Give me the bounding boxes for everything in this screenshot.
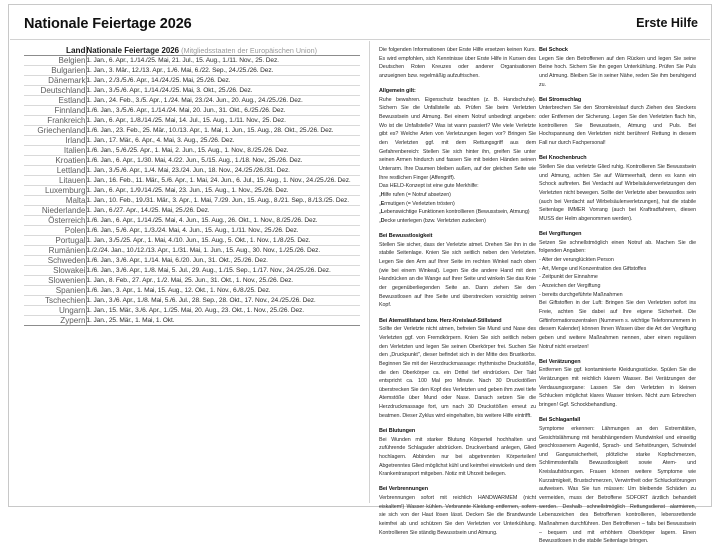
column-header-country: Land bbox=[24, 46, 86, 56]
cell-dates: 1. Jan., 17. Mär., 6. Apr., 4. Mai, 3. Aug., 25./26. Dez. bbox=[86, 136, 360, 146]
table-row bbox=[24, 276, 360, 286]
cell-country: Tschechien bbox=[24, 296, 86, 306]
table-row bbox=[24, 166, 360, 176]
section-text-after-list: Bei Giftstoffen in der Luft: Bringen Sie den Verletzten sofort ins Freie, achten Sie dabei auf Ihre eigene Sicherheit. Die Giftinformationszentralen (Nummern s. wichtige Telefonnummern in diesem Kalender) können Ihnen Wissen über die Art der Vergiftung geben und weitere Maßnahmen nennen, aber einen regulären Notruf nicht ersetzen! bbox=[539, 300, 696, 350]
section-text: Stellen Sie das verletzte Glied ruhig. Kontrollieren Sie Bewusstsein und Atmung, achten Sie auf Wärmeerhalt, denn es kann ein Schock auftreten. Bei Verdacht auf Wirbelsäulenverletzungen den Verletzten nicht bewegen. Sollte der Verletzte aber bewusstlos sein (auch bei Verdacht auf Wirbelsäulenverletzungen), hat die stabile Seitenlage IMMER Vorrang (auch bei Kraftradfahrern, diesen MUSS der Helm abgenommen werden). bbox=[539, 163, 696, 222]
table-row bbox=[24, 176, 360, 186]
section-heading-general: Allgemein gilt: bbox=[379, 88, 416, 95]
table-row bbox=[24, 226, 360, 236]
table-row bbox=[24, 256, 360, 266]
cell-dates: 1. Jan., 3./5./6. Apr., 1./14./24./25. Mai, 3. Okt., 25./26. Dez. bbox=[86, 86, 360, 96]
cell-dates: 1. Jan., 24. Feb., 3./5. Apr., 1./24. Mai, 23./24. Jun., 20. Aug., 24./25./26. Dez. bbox=[86, 96, 360, 106]
section-heading: Bei Verbrennungen bbox=[379, 486, 429, 493]
table-row bbox=[24, 186, 360, 196]
column-divider bbox=[369, 41, 370, 503]
section-heading: Bei Schlaganfall bbox=[539, 417, 581, 424]
holidays-table bbox=[24, 46, 360, 326]
table-row bbox=[24, 146, 360, 156]
cell-dates: 1. Jan., 3./5./6. Apr., 1./4. Mai, 23./24. Jun., 18. Nov., 24./25./26./31. Dez. bbox=[86, 166, 360, 176]
cell-country: Slowakei bbox=[24, 266, 86, 276]
cell-dates: 1. Jan., 16. Feb., 11. Mär., 5./6. Apr., 1. Mai, 24. Jun., 6. Jul., 15. Aug., 1. Nov., 24./25./26. Dez. bbox=[86, 176, 360, 186]
cell-country: Spanien bbox=[24, 286, 86, 296]
first-aid-section bbox=[539, 154, 696, 223]
section-text: Legen Sie den Betroffenen auf den Rücken und legen Sie seine Beine hoch. Sichern Sie ihn gegen Unterkühlung. Prüfen Sie Puls und Atmung. Bleiben Sie in seiner Nähe, reden Sie ihm beruhigend zu. bbox=[539, 55, 696, 88]
section-heading: Bei Verätzungen bbox=[539, 358, 581, 365]
page-frame-top bbox=[8, 4, 712, 5]
section-heading: Bei Atemstillstand bzw. Herz-Kreislauf-Stillstand bbox=[379, 317, 502, 324]
page-frame-right bbox=[711, 4, 712, 507]
cell-country: Malta bbox=[24, 196, 86, 206]
table-row bbox=[24, 196, 360, 206]
first-aid-section bbox=[539, 96, 696, 148]
section-text: Symptome erkennen: Lähmungen an den Extremitäten, Gesichtslähmung mit herabhängendem Mundwinkel und einseitig geschlossenem Augenlid, Sprach- und Sehstörungen, Schwindel und Gangunsicherheit, plötzliche starke Kopfschmerzen, Schlimmstenfalls Bewusstlosigkeit sowie Atem- und Kreislaufstörungen. Frauen können weitere Symptome wie Kurzatmigkeit, Brustschmerzen, Verwirrtheit oder Schluckstörungen aufweisen. Was Sie tun müssen: Um bleibende Schäden zu vermeiden, muss der Betroffene SOFORT ärztlich behandelt werden. Deshalb schnellstmöglich Rettungsdienst alarmieren, Lebenszeichen des Betroffenen kontrollieren, lebensrettende Maßnahmen durchführen. Den Betroffenen – falls bei Bewusstsein – bequem und mit erhöhtem Oberkörper lagern. Einen Bewusstlosen in die stabile Seitenlage bringen. bbox=[539, 425, 696, 545]
first-aid-column-right bbox=[539, 46, 696, 553]
cell-dates: 1./6. Jan., 5./6./25. Apr., 1. Mai, 2. Jun., 15. Aug., 1. Nov., 8./25./26. Dez. bbox=[86, 146, 360, 156]
held-concept-intro: Das HELD-Konzept ist eine gute Merkhilfe: bbox=[379, 183, 479, 190]
page-frame-left bbox=[8, 4, 9, 507]
cell-dates: 1./6. Jan., 3./6. Apr., 1./14. Mai, 6./20. Jun., 31. Okt., 25./26. Dez. bbox=[86, 256, 360, 266]
cell-country: Luxemburg bbox=[24, 186, 86, 196]
cell-dates: 1./6. Jan., 23. Feb., 25. Mär., 10./13. Apr., 1. Mai, 1. Jun., 15. Aug., 28. Okt., 25./26. Dez. bbox=[86, 126, 360, 136]
section-label-first-aid: Erste Hilfe bbox=[636, 16, 698, 30]
cell-dates: 1./6. Jan., 6. Apr., 1./14./25. Mai, 4. Jun., 15. Aug., 26. Okt., 1. Nov., 8./25./26. Dez. bbox=[86, 216, 360, 226]
first-aid-sections-middle bbox=[379, 232, 536, 537]
held-item-text: ecke unterlegen (bzw. Verletzten zudecken) bbox=[384, 217, 486, 224]
held-letter: L bbox=[380, 209, 384, 216]
section-heading: Bei Vergiftungen bbox=[539, 231, 582, 238]
table-row bbox=[24, 206, 360, 216]
held-letter: E bbox=[380, 200, 385, 207]
section-text: Stellen Sie sicher, dass der Verletzte atmet. Drehen Sie ihn in die stabile Seitenlage. Knien Sie sich seitlich neben den Verletzten. Legen Sie den Arm auf Ihrer Seite im rechten Winkel nach oben (wie bei einem Winkeal). Legen Sie die andere Hand mit dem Handrücken an die Wange auf Ihrer Seite und winkeln Sie das Knie der gegenüberliegenden Seite an. Dann ziehen Sie den Bewusstlosen auf Ihre Seite und überstrecken vorsichtig seinen Kopf. bbox=[379, 241, 536, 309]
section-list-item: - Anzeichen der Vergiftung bbox=[539, 282, 601, 289]
cell-country: Lettland bbox=[24, 166, 86, 176]
first-aid-intro: Die folgenden Informationen über Erste Hilfe ersetzen keinen Kurs. Es wird empfohlen, sich Kenntnisse über Erste Hilfe in Kursen des Deutschen Roten Kreuzes oder anderer Organisationen anzueignen bzw. regelmäßig aufzufrischen. bbox=[379, 47, 536, 79]
column-header-dates bbox=[86, 46, 360, 56]
first-aid-sections-right bbox=[539, 46, 696, 546]
first-aid-section-general bbox=[379, 87, 536, 226]
table-row bbox=[24, 316, 360, 326]
cell-dates: 1. Jan., 8. Feb., 27. Apr., 1./2. Mai, 25. Jun., 31. Okt., 1. Nov., 25./26. Dez. bbox=[86, 276, 360, 286]
page-title: Nationale Feiertage 2026 bbox=[24, 16, 192, 32]
cell-dates: 1./2./24. Jan., 10./12./13. Apr., 1./31. Mai, 1. Jun., 15. Aug., 30. Nov., 1./25./26. Dez. bbox=[86, 246, 360, 256]
first-aid-section bbox=[379, 317, 536, 421]
cell-dates: 1. Jan., 10. Feb., 19./31. Mär., 3. Apr., 1. Mai, 7./29. Jun., 15. Aug., 8./21. Sep., 8./13./25. Dez. bbox=[86, 196, 360, 206]
cell-country: Schweden bbox=[24, 256, 86, 266]
section-list-item: - Zeitpunkt der Einnahme bbox=[539, 274, 598, 281]
section-bullet-list bbox=[539, 256, 696, 299]
section-heading: Bei Knochenbruch bbox=[539, 155, 587, 162]
table-row bbox=[24, 126, 360, 136]
table-row bbox=[24, 306, 360, 316]
cell-country: Ungarn bbox=[24, 306, 86, 316]
section-heading: Bei Bewusstlosigkeit bbox=[379, 233, 433, 240]
first-aid-section bbox=[379, 485, 536, 537]
cell-dates: 1. Jan., 3. Mär., 12./13. Apr., 1./6. Mai, 6./22. Sep., 24./25./26. Dez. bbox=[86, 66, 360, 76]
table-row bbox=[24, 136, 360, 146]
cell-country: Niederlande bbox=[24, 206, 86, 216]
held-list-item: „Ermutigen (= Verletzten trösten) bbox=[379, 200, 455, 207]
cell-dates: 1. Jan., 2./3./5./6. Apr., 14./24./25. Mai, 25./26. Dez. bbox=[86, 76, 360, 86]
cell-dates: 1. Jan., 3./6. Apr., 1./8. Mai, 5./6. Jul., 28. Sep., 28. Okt., 17. Nov., 24./25./26. Dez. bbox=[86, 296, 360, 306]
cell-dates: 1. Jan., 6. Apr., 1./14./25. Mai, 21. Jul., 15. Aug., 1./11. Nov., 25. Dez. bbox=[86, 56, 360, 66]
section-heading: Bei Blutungen bbox=[379, 427, 416, 434]
section-list-item: - Alter der verunglückten Person bbox=[539, 257, 614, 263]
cell-dates: 1. Jan., 15. Mär., 3./6. Apr., 1./25. Mai, 20. Aug., 23. Okt., 1. Nov., 25./26. Dez. bbox=[86, 306, 360, 316]
cell-country: Belgien bbox=[24, 56, 86, 66]
table-row bbox=[24, 296, 360, 306]
cell-dates: 1./6. Jan., 3./5./6. Apr., 1./14./24. Mai, 20. Jun., 31. Okt., 6./25./26. Dez. bbox=[86, 106, 360, 116]
section-list-item: - bereits durchgeführte Maßnahmen bbox=[539, 291, 623, 298]
table-row bbox=[24, 96, 360, 106]
held-list-item: „Decke unterlegen (bzw. Verletzten zudecken) bbox=[379, 217, 486, 224]
section-heading: Bei Schock bbox=[539, 47, 568, 53]
cell-country: Dänemark bbox=[24, 76, 86, 86]
held-item-text: ilfe rufen (= Notruf absetzen) bbox=[384, 192, 451, 199]
section-text: Entfernen Sie ggf. kontaminierte Kleidungsstücke. Spülen Sie die Verätzungen mit reichlich klarem Wasser. Bei Verätzungen der Verdauungsorgane: Lassen Sie den Verletzten in kleinen Schlucken möglichst klares Wasser trinken. Nicht zum Erbrechen bringen! Ggf. Schockbehandlung. bbox=[539, 367, 696, 409]
holidays-table-head bbox=[24, 46, 360, 56]
first-aid-section bbox=[379, 232, 536, 310]
cell-country: Kroatien bbox=[24, 156, 86, 166]
header-divider bbox=[10, 39, 710, 40]
holidays-table-body bbox=[24, 56, 360, 326]
first-aid-section bbox=[539, 358, 696, 410]
cell-dates: 1./6. Jan., 6. Apr., 1./30. Mai, 4./22. Jun., 5./15. Aug., 1./18. Nov., 25./26. Dez. bbox=[86, 156, 360, 166]
section-heading: Bei Stromschlag bbox=[539, 96, 582, 103]
held-letter: D bbox=[380, 217, 385, 224]
table-row bbox=[24, 106, 360, 116]
cell-country: Griechenland bbox=[24, 126, 86, 136]
held-letter: H bbox=[380, 192, 385, 199]
page-header bbox=[24, 16, 698, 38]
section-text-general: Ruhe bewahren. Eigenschutz beachten (z. B. Handschuhe). Sichern Sie die Unfallstelle ab. Prüfen Sie beim Verletzten Bewusstsein und Atmung. Bei einem Notruf unbedingt angeben: Wo ist die Unfallstelle? Was ist wann passiert? Wie viele Verletzte gibt es? Welche Arten von Verletzungen liegen vor? Bringen Sie den Verletzten ggf. mit dem Rettungsgriff aus dem Gefahrenbereich: Stellen Sie sich hinter ihn, greifen Sie unter seinen Armen hindurch und fassen Sie mit beiden Händen seinen Unterarm. Ihre Daumen bleiben außen, auf der gleichen Seite wie Ihre restlichen Finger (Affengriff). bbox=[379, 96, 536, 181]
cell-dates: 1. Jan., 25. Mär., 1. Mai, 1. Okt. bbox=[86, 316, 360, 326]
first-aid-section bbox=[539, 416, 696, 546]
table-header-row bbox=[24, 46, 360, 56]
first-aid-section bbox=[539, 230, 696, 351]
held-item-text: ebenswichtige Funktionen kontrollieren (Bewusstsein, Atmung) bbox=[383, 209, 530, 216]
table-row bbox=[24, 56, 360, 66]
section-text: Sollte der Verletzte nicht atmen, befreien Sie Mund und Nase des Verletzten ggf. von Fremdkörpern. Knien Sie sich seitlich neben den Verletzten und legen Sie seinen Oberkörper frei. Suchen Sie den „Druckpunkt", dieser befindet sich in der Mitte des Brustkorbs. Beginnen Sie mit der Herzdruckmassage: rhythmische Druckstöße, die den Oberkörper ca. ein Drittel tief eindrücken. Der Takt entspricht ca. 100 Mal pro Minute. Nach 30 Druckstößen überstrecken Sie den Kopf des Verletzten und geben ihm zwei tiefe Atemstöße über Mund oder Nase. Danach setzen Sie die Herzdruckmassage fort, um nach 30 Druckstößen erneut zu beatmen. Dieser Zyklus wird eingehalten, bis weitere Hilfe eintrifft. bbox=[379, 326, 536, 419]
table-row bbox=[24, 216, 360, 226]
cell-dates: 1./6. Jan., 5./6. Apr., 1./3./24. Mai, 4. Jun., 15. Aug., 1./11. Nov., 25./26. Dez. bbox=[86, 226, 360, 236]
first-aid-section bbox=[379, 427, 536, 479]
table-row bbox=[24, 116, 360, 126]
table-row bbox=[24, 86, 360, 96]
column-header-dates-title: Nationale Feiertage 2026 bbox=[86, 46, 180, 55]
cell-country: Rumänien bbox=[24, 246, 86, 256]
held-list-item: „Lebenswichtige Funktionen kontrollieren (Bewusstsein, Atmung) bbox=[379, 209, 530, 216]
section-text: Bei Wunden mit starker Blutung Körperteil hochhalten und zuführende Schlagader abdrücken. Druckverband anlegen, Glied hochlagern. Abbinden nur bei abgetrennten Körperteilen! Abgetrenntes Glied möglichst kühl und keimfrei einwickeln und dem Krankentransport mitgeben. Notiz mit Uhrzeit beilegen. bbox=[379, 436, 536, 478]
cell-country: Litauen bbox=[24, 176, 86, 186]
held-item-text: rmutigen (= Verletzten trösten) bbox=[384, 200, 455, 207]
cell-country: Österreich bbox=[24, 216, 86, 226]
cell-country: Finnland bbox=[24, 106, 86, 116]
holidays-table-wrapper bbox=[24, 46, 360, 326]
cell-country: Polen bbox=[24, 226, 86, 236]
table-row bbox=[24, 266, 360, 276]
cell-country: Bulgarien bbox=[24, 66, 86, 76]
cell-country: Estland bbox=[24, 96, 86, 106]
held-list-item: „Hilfe rufen (= Notruf absetzen) bbox=[379, 192, 451, 199]
cell-country: Slowenien bbox=[24, 276, 86, 286]
cell-dates: 1./6. Jan., 3./6. Apr., 1./8. Mai, 5. Jul., 29. Aug., 1./15. Sep., 1./17. Nov., 24./25./26. Dez. bbox=[86, 266, 360, 276]
cell-dates: 1./6. Jan., 3. Apr., 1. Mai, 15. Aug., 12. Okt., 1. Nov., 6./8./25. Dez. bbox=[86, 286, 360, 296]
table-row bbox=[24, 156, 360, 166]
held-concept-list bbox=[379, 191, 536, 226]
table-row bbox=[24, 246, 360, 256]
section-text-before-list: Setzen Sie schnellstmöglich einen Notruf ab. Machen Sie die folgenden Angaben: bbox=[539, 239, 696, 255]
cell-dates: 1. Jan., 6. Apr., 1./9./14./25. Mai, 23. Jun., 15. Aug., 1. Nov., 25./26. Dez. bbox=[86, 186, 360, 196]
section-text: Unterbrechen Sie den Stromkreislauf durch Ziehen des Steckers oder Entfernen der Sicherung. Legen Sie den Verletzten flach hin, kontrollieren Sie Bewusstsein, Atmung und Puls. Bei Hochspannung den Verletzten nicht berühren! Rettung in diesem Fall nur durch Fachpersonal! bbox=[539, 105, 696, 147]
cell-dates: 1. Jan., 6./27. Apr., 14./25. Mai, 25./26. Dez. bbox=[86, 206, 360, 216]
cell-country: Italien bbox=[24, 146, 86, 156]
column-header-dates-subtitle: (Mitgliedsstaaten der Europäischen Union) bbox=[181, 46, 318, 55]
cell-country: Deutschland bbox=[24, 86, 86, 96]
cell-country: Zypern bbox=[24, 316, 86, 326]
cell-dates: 1. Jan., 6. Apr., 1./8./14./25. Mai, 14. Jul., 15. Aug., 1./11. Nov., 25. Dez. bbox=[86, 116, 360, 126]
cell-country: Irland bbox=[24, 136, 86, 146]
table-row bbox=[24, 76, 360, 86]
table-row bbox=[24, 66, 360, 76]
section-list-item: - Art, Menge und Konzentration des Giftstoffes bbox=[539, 265, 647, 272]
section-text: Verbrennungen sofort mit reichlich HANDWARMEM (nicht eiskaltem!) Wasser kühlen. Verbrannte Kleidung entfernen, sofern sie sich von der Haut lösen lässt. Decken Sie die Brandwunde keimfrei ab und schützen Sie den Verletzten vor Unterkühlung. Kontrollieren Sie ständig Bewusstsein und Atmung. bbox=[379, 495, 536, 536]
table-row bbox=[24, 286, 360, 296]
first-aid-section bbox=[539, 46, 696, 89]
table-row bbox=[24, 236, 360, 246]
cell-country: Portugal bbox=[24, 236, 86, 246]
cell-country: Frankreich bbox=[24, 116, 86, 126]
first-aid-column-middle bbox=[379, 46, 536, 544]
cell-dates: 1. Jan., 3./5./25. Apr., 1. Mai, 4./10. Jun., 15. Aug., 5. Okt., 1. Nov., 1./8./25. Dez. bbox=[86, 236, 360, 246]
